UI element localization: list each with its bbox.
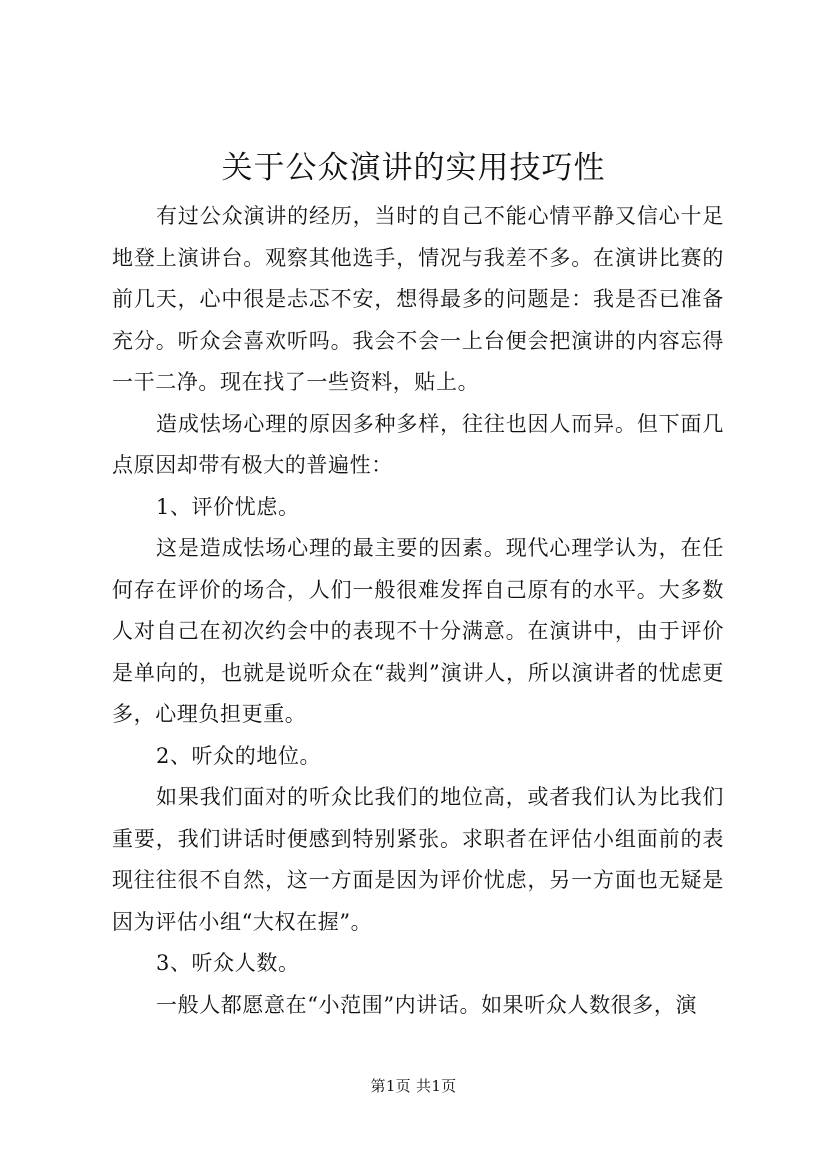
section-heading-evaluation: 1、评价忧虑。: [156, 494, 300, 519]
paragraph-audience-status: 如果我们面对的听众比我们的地位高，或者我们认为比我们重要，我们讲话时便感到特别紧张。求职者在评估小组面前的表现往往很不自然，这一方面是因为评价忧虑，另一方面也无疑是因为评估小组“大权在握”。: [112, 785, 724, 934]
paragraph-intro: 有过公众演讲的经历，当时的自己不能心情平静又信心十足地登上演讲台。观察其他选手，情况与我差不多。在演讲比赛的前几天，心中很是忐忑不安，想得最多的问题是：我是否已准备充分。听众会喜欢听吗。我会不会一上台便会把演讲的内容忘得一干二净。现在找了一些资料，贴上。: [112, 204, 724, 394]
paragraph-audience-size: 一般人都愿意在“小范围”内讲话。如果听众人数很多，演: [156, 992, 698, 1017]
document-body: [112, 196, 724, 1026]
page-number-footer: 第1页 共1页: [370, 1077, 457, 1095]
document-title: 关于公众演讲的实用技巧性: [221, 150, 606, 186]
section-heading-audience-status: 2、听众的地位。: [156, 743, 322, 768]
section-heading-audience-size: 3、听众人数。: [156, 951, 300, 975]
paragraph-evaluation: 这是造成怯场心理的最主要的因素。现代心理学认为，在任何存在评价的场合，人们一般很难发挥自己原有的水平。大多数人对自己在初次约会中的表现不十分满意。在演讲中，由于评价是单向的，也就是说听众在“裁判”演讲人，所以演讲者的忧虑更多，心理负担更重。: [112, 536, 724, 726]
paragraph-causes: 造成怯场心理的原因多种多样，往往也因人而异。但下面几点原因却带有极大的普遍性：: [112, 411, 724, 477]
